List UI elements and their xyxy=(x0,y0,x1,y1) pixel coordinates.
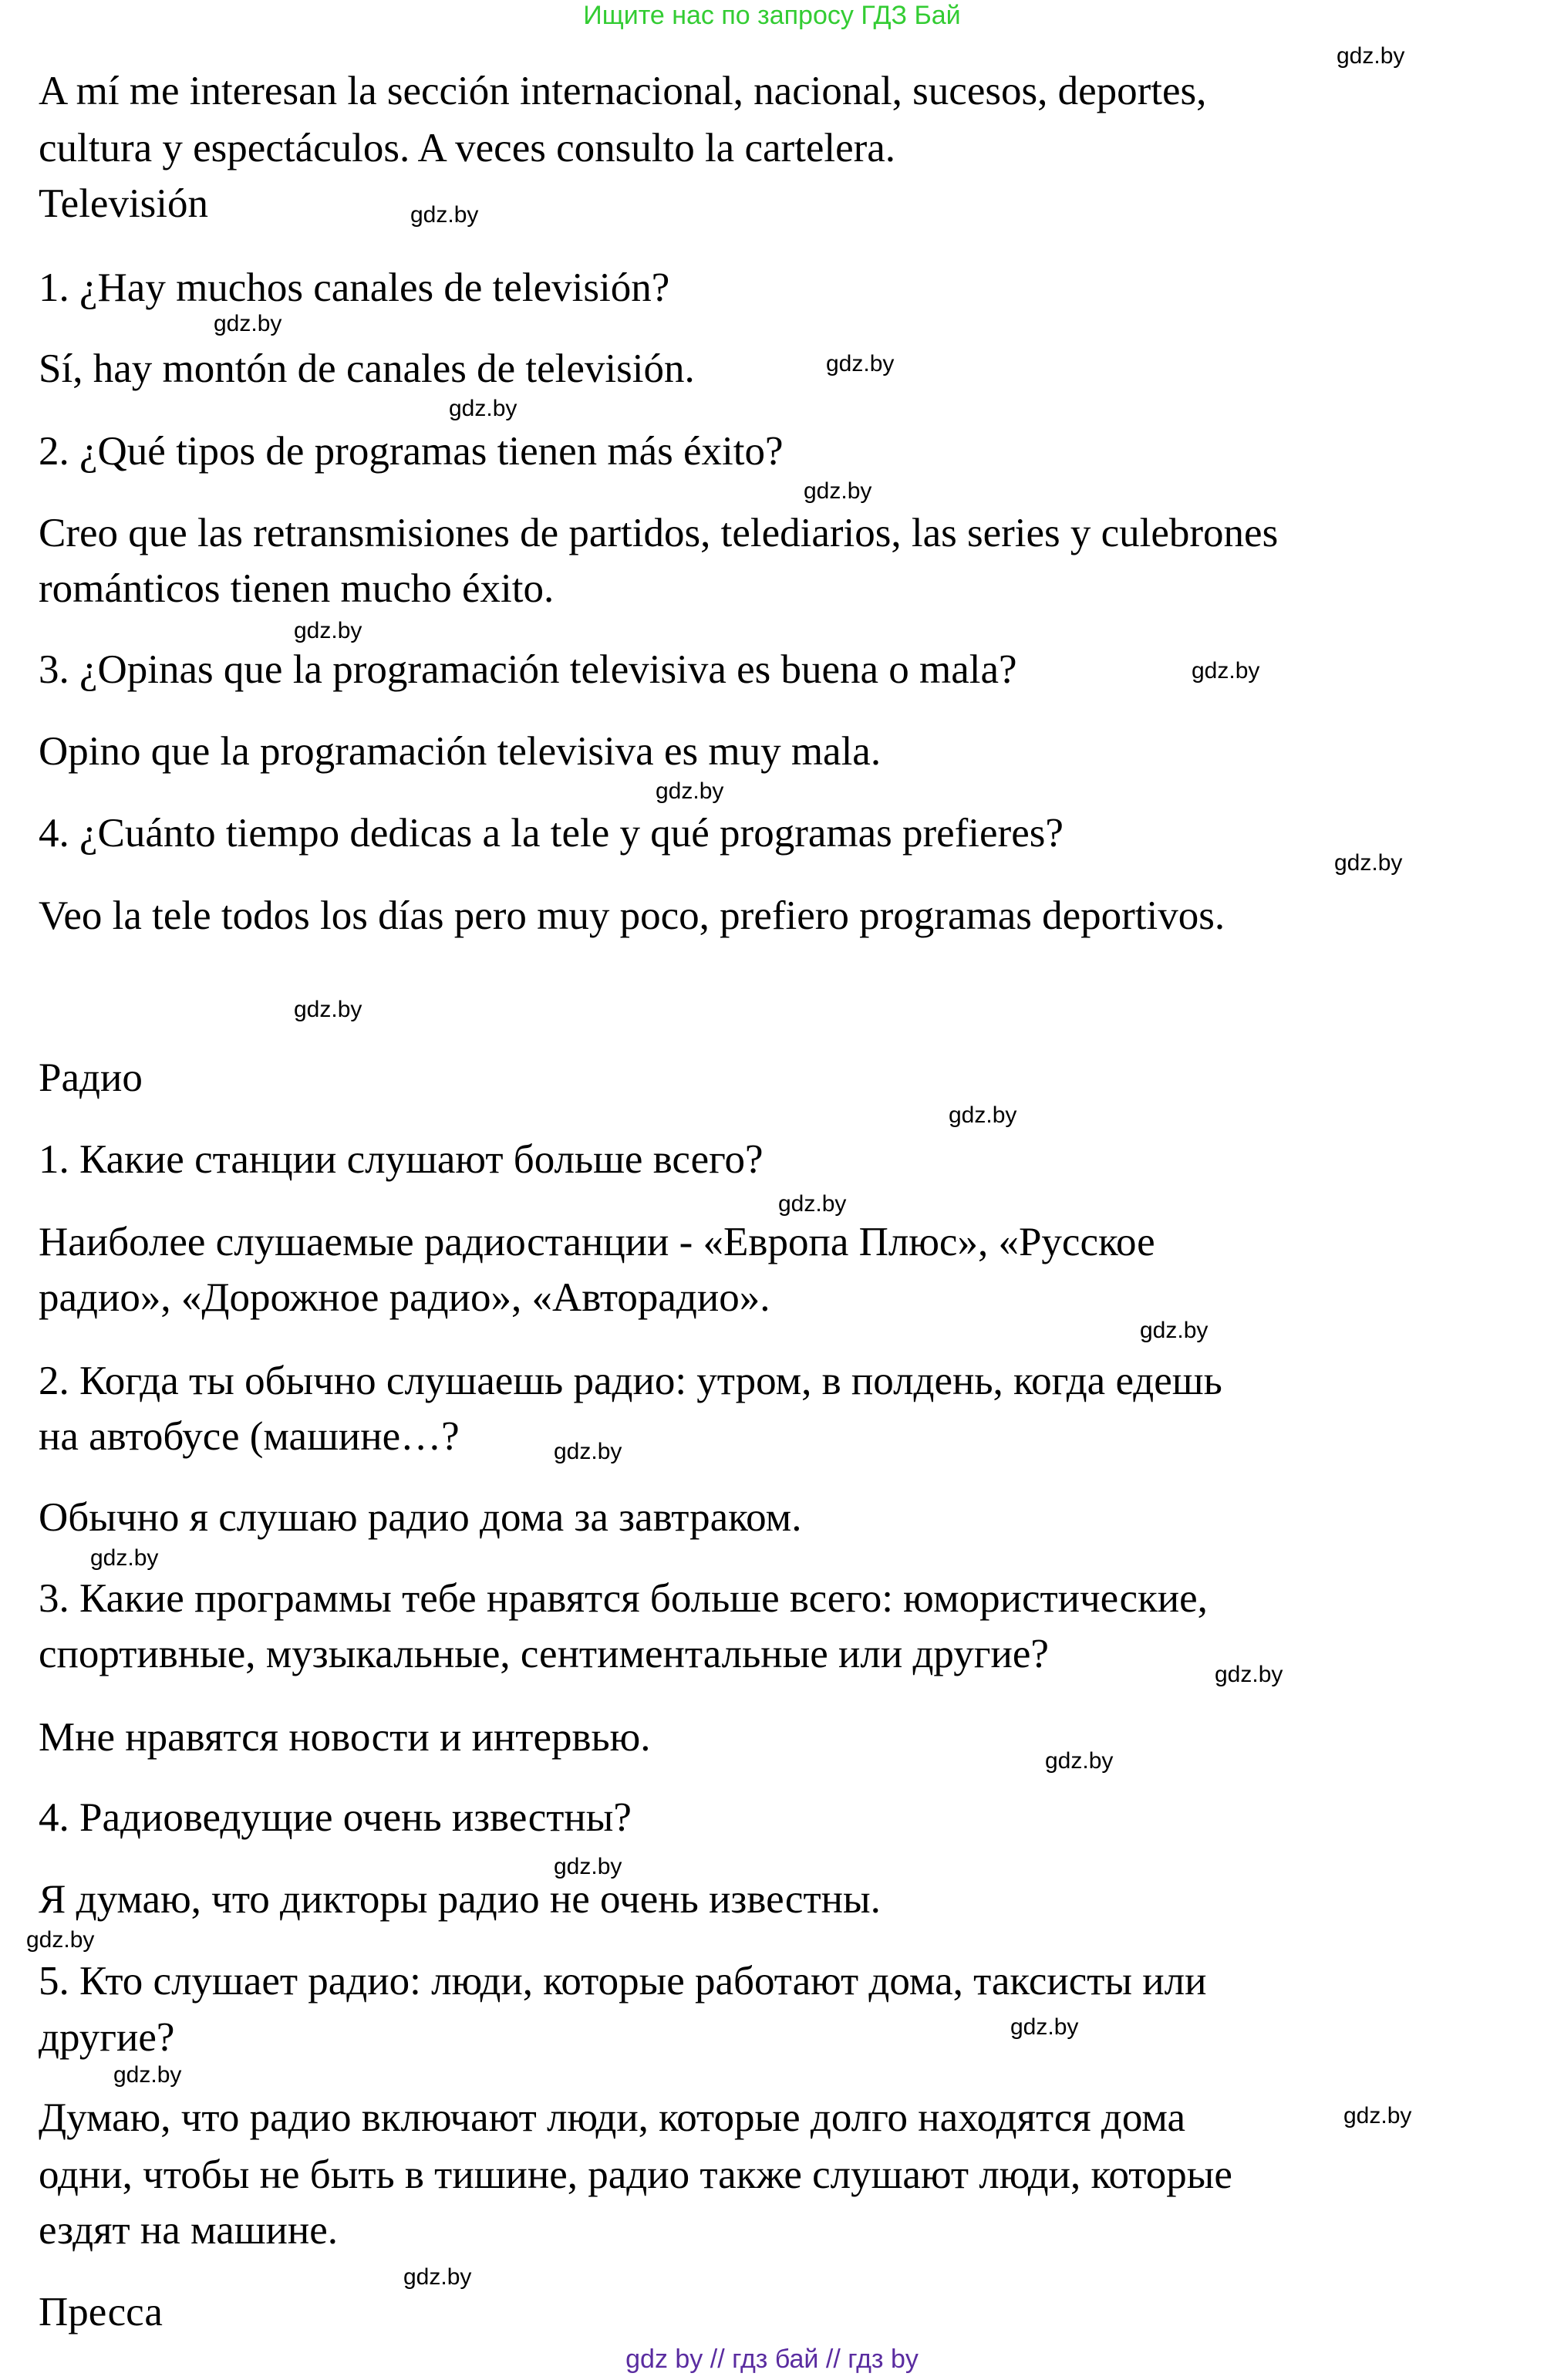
answer-line: Обычно я слушаю радио дома за завтраком. xyxy=(39,1495,802,1540)
question-line: на автобусе (машине…? xyxy=(39,1414,460,1459)
watermark: gdz.by xyxy=(214,311,282,336)
section-heading-press: Пресса xyxy=(39,2290,163,2334)
watermark: gdz.by xyxy=(1010,2014,1079,2040)
watermark: gdz.by xyxy=(1045,1748,1114,1774)
watermark: gdz.by xyxy=(656,778,724,804)
answer-line: Opino que la programación televisiva es muy mala. xyxy=(39,729,882,774)
section-heading-radio: Радио xyxy=(39,1055,143,1100)
watermark: gdz.by xyxy=(294,997,362,1022)
watermark: gdz.by xyxy=(1334,850,1403,876)
question-line: 4. ¿Cuánto tiempo dedicas a la tele y qué programas prefieres? xyxy=(39,811,1064,856)
question-line: 3. ¿Opinas que la programación televisiva es buena o mala? xyxy=(39,647,1017,692)
watermark: gdz.by xyxy=(949,1102,1017,1128)
watermark: gdz.by xyxy=(26,1927,95,1953)
watermark: gdz.by xyxy=(410,202,479,228)
answer-line: Creo que las retransmisiones de partidos, telediarios, las series y culebrones xyxy=(39,511,1279,555)
watermark: gdz.by xyxy=(90,1545,159,1571)
watermark: gdz.by xyxy=(403,2264,472,2290)
watermark: gdz.by xyxy=(449,396,517,421)
text-line: A mí me interesan la sección internacional, nacional, sucesos, deportes, xyxy=(39,69,1207,113)
answer-line: Sí, hay montón de canales de televisión. xyxy=(39,346,695,391)
answer-line: радио», «Дорожное радио», «Авторадио». xyxy=(39,1275,770,1320)
text-line: cultura y espectáculos. A veces consulto la cartelera. xyxy=(39,126,896,170)
watermark: gdz.by xyxy=(1192,658,1260,684)
question-line: 5. Кто слушает радио: люди, которые работают дома, таксисты или xyxy=(39,1959,1207,2004)
question-line: 2. Когда ты обычно слушаешь радио: утром, в полдень, когда едешь xyxy=(39,1359,1222,1403)
footer-links: gdz by // гдз бай // гдз by xyxy=(625,2345,919,2374)
watermark: gdz.by xyxy=(1215,1662,1283,1687)
answer-line: Наиболее слушаемые радиостанции - «Европа Плюс», «Русское xyxy=(39,1220,1155,1264)
answer-line: Думаю, что радио включают люди, которые долго находятся дома xyxy=(39,2095,1186,2140)
answer-line: Мне нравятся новости и интервью. xyxy=(39,1715,651,1760)
question-line: спортивные, музыкальные, сентиментальные или другие? xyxy=(39,1632,1049,1676)
watermark: gdz.by xyxy=(804,478,872,504)
question-line: 3. Какие программы тебе нравятся больше всего: юмористические, xyxy=(39,1576,1208,1621)
watermark: gdz.by xyxy=(294,618,362,643)
watermark: gdz.by xyxy=(1140,1318,1209,1343)
watermark: gdz.by xyxy=(554,1439,622,1464)
question-line: 2. ¿Qué tipos de programas tienen más éxito? xyxy=(39,429,784,474)
promo-banner: Ищите нас по запросу ГДЗ Бай xyxy=(583,1,961,30)
question-line: 1. Какие станции слушают больше всего? xyxy=(39,1137,764,1182)
answer-line: ездят на машине. xyxy=(39,2208,339,2253)
answer-line: Я думаю, что дикторы радио не очень известны. xyxy=(39,1877,881,1922)
question-line: 4. Радиоведущие очень известны? xyxy=(39,1795,632,1840)
section-heading-television: Televisión xyxy=(39,181,209,226)
question-line: другие? xyxy=(39,2015,175,2060)
watermark: gdz.by xyxy=(1343,2103,1412,2128)
question-line: 1. ¿Hay muchos canales de televisión? xyxy=(39,265,670,310)
watermark: gdz.by xyxy=(554,1854,622,1879)
watermark: gdz.by xyxy=(1337,43,1405,69)
answer-line: románticos tienen mucho éxito. xyxy=(39,566,555,611)
watermark: gdz.by xyxy=(778,1191,847,1217)
answer-line: Veo la tele todos los días pero muy poco, prefiero programas deportivos. xyxy=(39,893,1225,938)
answer-line: одни, чтобы не быть в тишине, радио также слушают люди, которые xyxy=(39,2152,1232,2197)
watermark: gdz.by xyxy=(113,2062,182,2088)
watermark: gdz.by xyxy=(826,351,895,376)
